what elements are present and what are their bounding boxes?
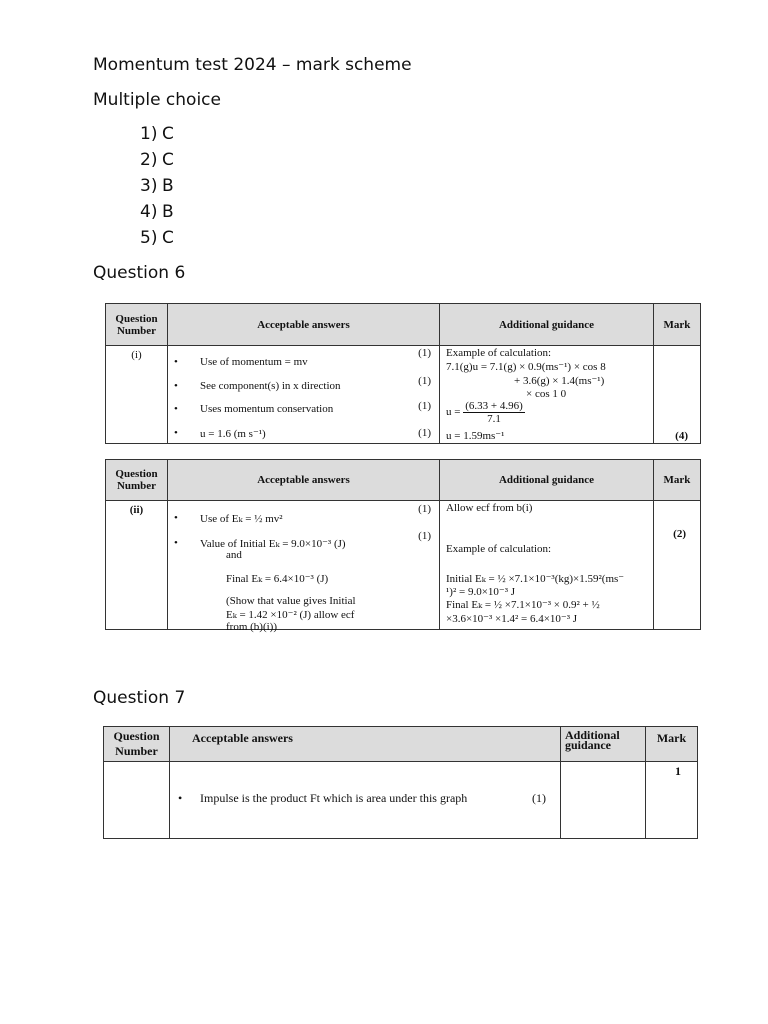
- guidance-line: Initial Eₖ = ½ ×7.1×10⁻³(kg)×1.59²(ms⁻: [446, 573, 625, 585]
- q6-heading: Question 6: [93, 263, 186, 283]
- page-title: Momentum test 2024 – mark scheme: [93, 55, 412, 75]
- mark-cell: 1: [646, 762, 698, 839]
- q7-mark-table: [103, 726, 698, 839]
- answer-line: Final Eₖ = 6.4×10⁻³ (J): [226, 573, 329, 585]
- mc-number: 1): [140, 124, 158, 144]
- additional-guidance-cell: [561, 762, 646, 839]
- guidance-line: Example of calculation:: [446, 543, 552, 555]
- guidance-fraction: u = $\frac{(6.33 + 4.96)}{7.1}$: [446, 400, 523, 425]
- additional-guidance-cell: [440, 501, 654, 630]
- additional-guidance-header: Additional guidance: [440, 304, 654, 346]
- question-number-cell: (ii): [106, 501, 168, 630]
- answer-line: Eₖ = 1.42 ×10⁻² (J) allow ecf: [226, 609, 355, 621]
- guidance-line: Example of calculation:: [446, 347, 552, 359]
- additional-guidance-header: Additional guidance: [440, 460, 654, 501]
- additional-guidance-cell: [440, 346, 654, 444]
- question-number-header: Question Number: [106, 460, 168, 501]
- mc-heading: Multiple choice: [93, 90, 221, 110]
- mc-answer-list: [140, 124, 174, 254]
- question-number-header: Question Number: [106, 304, 168, 346]
- mc-number: 2): [140, 150, 158, 170]
- mark-header: Mark: [654, 304, 701, 346]
- acceptable-answers-cell: • Impulse is the product Ft which is area under this graph (1): [170, 762, 561, 839]
- guidance-line: 7.1(g)u = 7.1(g) × 0.9(ms⁻¹) × cos 8: [446, 361, 606, 373]
- list-item: [140, 124, 174, 150]
- mc-number: 4): [140, 202, 158, 222]
- answer-line: (Show that value gives Initial: [226, 595, 356, 607]
- list-item: [140, 150, 174, 176]
- answer-line: and: [226, 549, 242, 561]
- guidance-line: ¹)² = 9.0×10⁻³ J: [446, 586, 516, 598]
- mc-answer: B: [162, 176, 174, 196]
- mc-answer: C: [162, 150, 174, 170]
- additional-guidance-header: Additional guidance: [561, 727, 646, 762]
- acceptable-answers-header: Acceptable answers: [170, 727, 561, 762]
- question-number-cell: (i): [106, 346, 168, 444]
- mc-answer: C: [162, 228, 174, 248]
- mc-number: 5): [140, 228, 158, 248]
- guidance-line: ×3.6×10⁻³ ×1.4² = 6.4×10⁻³ J: [446, 613, 578, 625]
- mark-header: Mark: [654, 460, 701, 501]
- mc-answer: B: [162, 202, 174, 222]
- question-number-cell: [104, 762, 170, 839]
- acceptable-answers-header: Acceptable answers: [168, 304, 440, 346]
- answer-line: from (b)(i)): [226, 621, 278, 633]
- guidance-line: Allow ecf from b(i): [446, 502, 533, 514]
- mark-cell: (4): [654, 346, 701, 444]
- mark-cell: (2): [654, 501, 701, 630]
- q6ii-mark-table: [105, 459, 701, 633]
- acceptable-answers-cell: • Use of momentum = mv (1) • See component(s) in x direction (1) • Uses momentum conservation (1) • u = 1.6 (m s⁻¹) (1): [168, 346, 440, 444]
- list-item: [140, 202, 174, 228]
- acceptable-answers-header: Acceptable answers: [168, 460, 440, 501]
- q7-heading: Question 7: [93, 688, 186, 708]
- mark-header: Mark: [646, 727, 698, 762]
- guidance-line: u = 1.59ms⁻¹: [446, 430, 505, 442]
- q6i-mark-table: [105, 303, 701, 444]
- acceptable-answers-cell: • Use of Eₖ = ½ mv² (1) • Value of Initial Eₖ = 9.0×10⁻³ (J) (1) and Final Eₖ = 6.4×10⁻³ (J) (Show that value gives Initial Eₖ = 1.42 ×10⁻² (J) allow ecf from (b)(i)): [168, 501, 440, 630]
- mc-answer: C: [162, 124, 174, 144]
- guidance-line: Final Eₖ = ½ ×7.1×10⁻³ × 0.9² + ½: [446, 599, 600, 611]
- guidance-line: + 3.6(g) × 1.4(ms⁻¹): [514, 375, 605, 387]
- mc-number: 3): [140, 176, 158, 196]
- list-item: [140, 228, 174, 254]
- question-number-header: Question Number: [104, 727, 170, 762]
- list-item: [140, 176, 174, 202]
- guidance-line: × cos 1 0: [526, 388, 567, 400]
